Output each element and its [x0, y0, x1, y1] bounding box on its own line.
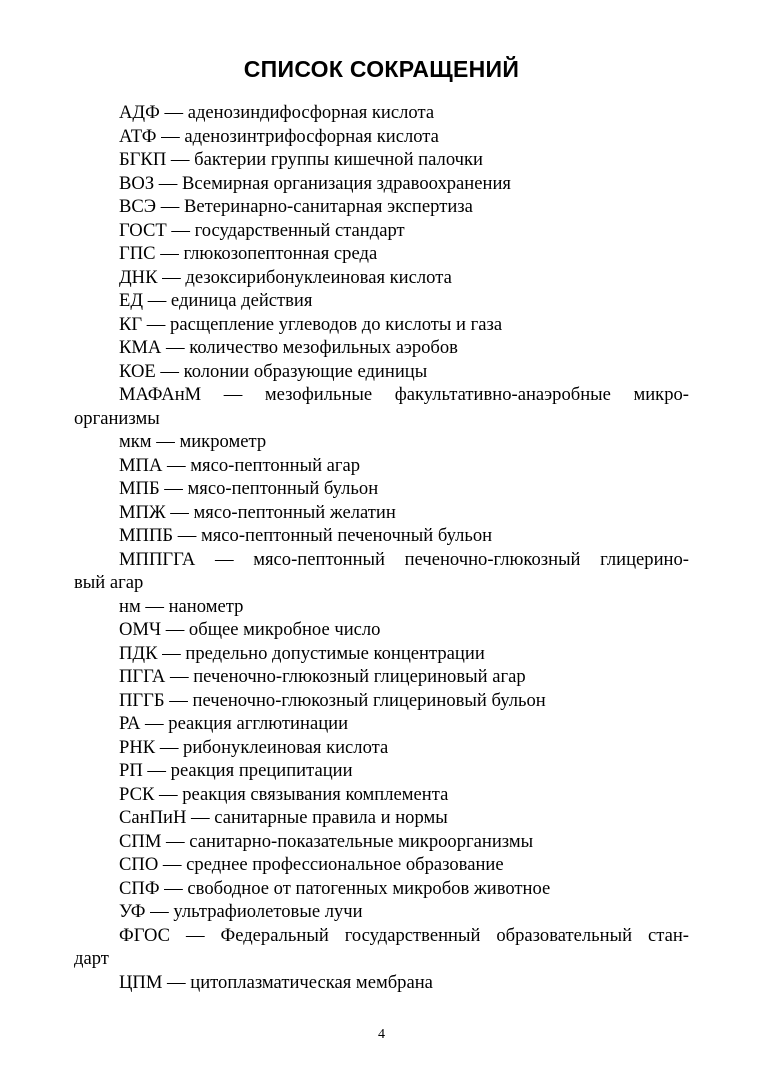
list-item: СПМ — санитарно-показательные микроорганизмы — [119, 830, 534, 852]
list-item-line: МППГГА — мясо-пептонный печеночно-глюкозный глицерино- — [119, 548, 689, 570]
list-item: РНК — рибонуклеиновая кислота — [119, 736, 389, 758]
list-item: СПФ — свободное от патогенных микробов животное — [119, 877, 551, 899]
list-item: РСК — реакция связывания комплемента — [119, 783, 449, 805]
list-item: ПГГА — печеночно-глюкозный глицериновый агар — [119, 666, 526, 687]
list-item: ВОЗ — Всемирная организация здравоохранения — [119, 172, 511, 194]
list-item: ВСЭ — Ветеринарно-санитарная экспертиза — [119, 196, 473, 217]
list-item: АТФ — аденозинтрифосфорная кислота — [119, 125, 439, 147]
list-item: КОЕ — колонии образующие единицы — [119, 360, 428, 382]
list-item — [74, 383, 689, 430]
list-item — [74, 548, 689, 595]
list-item: ГПС — глюкозопептонная среда — [119, 243, 378, 264]
list-item-continuation: организмы — [74, 407, 160, 429]
list-item: КГ — расщепление углеводов до кислоты и газа — [119, 313, 503, 335]
list-item-continuation: дарт — [74, 948, 109, 969]
list-item-line: ФГОС — Федеральный государственный образовательный стан- — [119, 924, 689, 946]
list-item: МПЖ — мясо-пептонный желатин — [119, 501, 396, 523]
list-item: МПБ — мясо-пептонный бульон — [119, 478, 379, 499]
list-item: РА — реакция агглютинации — [119, 713, 349, 734]
list-item: АДФ — аденозиндифосфорная кислота — [119, 102, 435, 123]
list-item: СанПиН — санитарные правила и нормы — [119, 807, 448, 828]
page-title: СПИСОК СОКРАЩЕНИЙ — [243, 56, 520, 82]
list-item: МПА — мясо-пептонный агар — [119, 454, 361, 476]
list-item: ДНК — дезоксирибонуклеиновая кислота — [119, 266, 452, 288]
list-item: КМА — количество мезофильных аэробов — [119, 337, 458, 358]
list-item — [74, 924, 689, 971]
list-item: ГОСТ — государственный стандарт — [119, 219, 405, 241]
abbreviations-list — [74, 101, 689, 994]
list-item: МППБ — мясо-пептонный печеночный бульон — [119, 525, 493, 546]
list-item-line: МАФАнМ — мезофильные факультативно-анаэробные микро- — [119, 384, 689, 405]
page-number: 4 — [378, 1027, 385, 1042]
list-item: ПГГБ — печеночно-глюкозный глицериновый бульон — [119, 689, 546, 711]
list-item: ЕД — единица действия — [119, 290, 313, 311]
list-item-continuation: вый агар — [74, 572, 144, 593]
list-item: ОМЧ — общее микробное число — [119, 619, 381, 640]
list-item: БГКП — бактерии группы кишечной палочки — [119, 149, 483, 170]
list-item: СПО — среднее профессиональное образование — [119, 854, 504, 875]
list-item: мкм — микрометр — [119, 431, 267, 452]
list-item: нм — нанометр — [119, 595, 244, 617]
list-item: УФ — ультрафиолетовые лучи — [119, 901, 363, 922]
list-item: ПДК — предельно допустимые концентрации — [119, 642, 485, 664]
list-item: РП — реакция преципитации — [119, 760, 353, 781]
list-item: ЦПМ — цитоплазматическая мембрана — [119, 971, 433, 993]
